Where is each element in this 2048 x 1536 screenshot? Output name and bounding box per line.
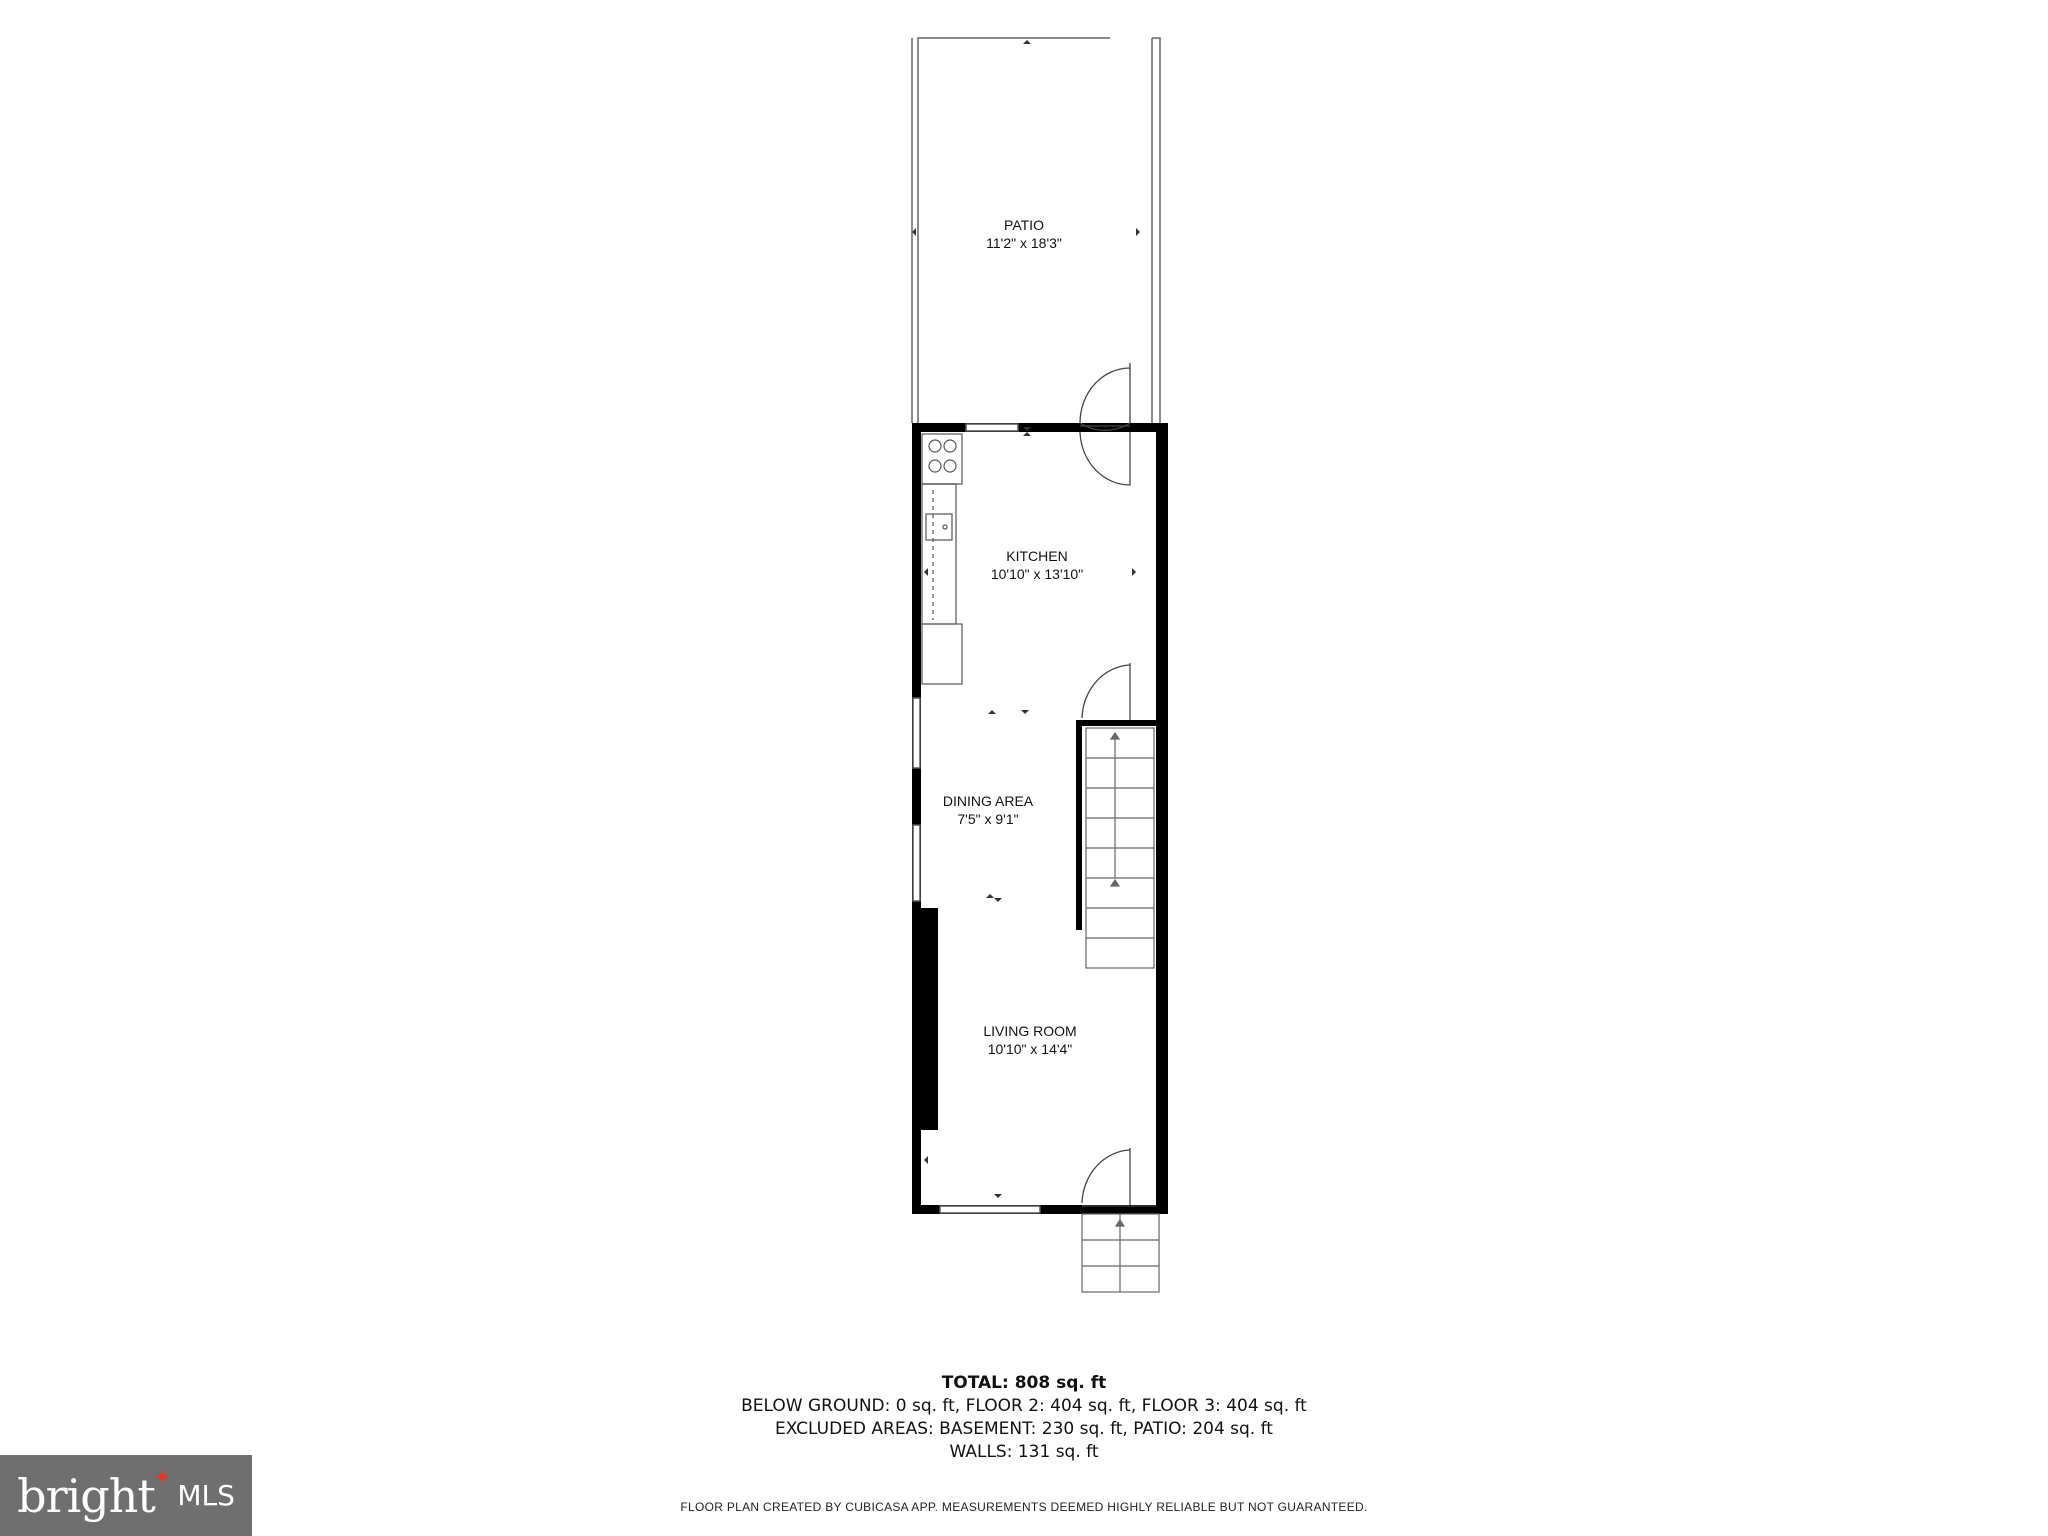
room-name: KITCHEN bbox=[1006, 548, 1068, 564]
room-label-patio bbox=[986, 216, 1062, 252]
logo-wordmark: bright bbox=[17, 1468, 155, 1523]
area-summary bbox=[0, 1372, 2048, 1464]
room-label-kitchen bbox=[991, 547, 1083, 583]
room-label-living-room bbox=[983, 1022, 1076, 1058]
disclaimer: FLOOR PLAN CREATED BY CUBICASA APP. MEASUREMENTS DEEMED HIGHLY RELIABLE BUT NOT GUARANTEED. bbox=[680, 1500, 1368, 1514]
front-steps bbox=[1082, 1214, 1159, 1292]
walls-area: WALLS: 131 sq. ft bbox=[949, 1442, 1099, 1462]
room-dimensions: 10'10" x 14'4" bbox=[987, 1041, 1073, 1057]
logo-mls: MLS bbox=[177, 1479, 235, 1512]
kitchen-fixtures bbox=[922, 434, 962, 684]
main-stairs bbox=[1086, 728, 1154, 968]
room-dimensions: 11'2" x 18'3" bbox=[986, 235, 1062, 251]
star-icon: ✦ bbox=[152, 1464, 172, 1490]
doors bbox=[1080, 363, 1156, 1206]
bright-mls-logo bbox=[0, 1455, 252, 1536]
room-dimensions: 7'5" x 9'1" bbox=[957, 811, 1019, 827]
floor-areas: BELOW GROUND: 0 sq. ft, FLOOR 2: 404 sq. ft, FLOOR 3: 404 sq. ft bbox=[741, 1396, 1307, 1416]
total-area: TOTAL: 808 sq. ft bbox=[941, 1373, 1107, 1393]
room-name: PATIO bbox=[1004, 217, 1044, 233]
room-dimensions: 10'10" x 13'10" bbox=[990, 566, 1084, 582]
room-label-dining-area bbox=[943, 792, 1033, 828]
room-name: DINING AREA bbox=[942, 793, 1034, 809]
excluded-areas: EXCLUDED AREAS: BASEMENT: 230 sq. ft, PATIO: 204 sq. ft bbox=[775, 1419, 1273, 1439]
room-name: LIVING ROOM bbox=[983, 1023, 1077, 1039]
